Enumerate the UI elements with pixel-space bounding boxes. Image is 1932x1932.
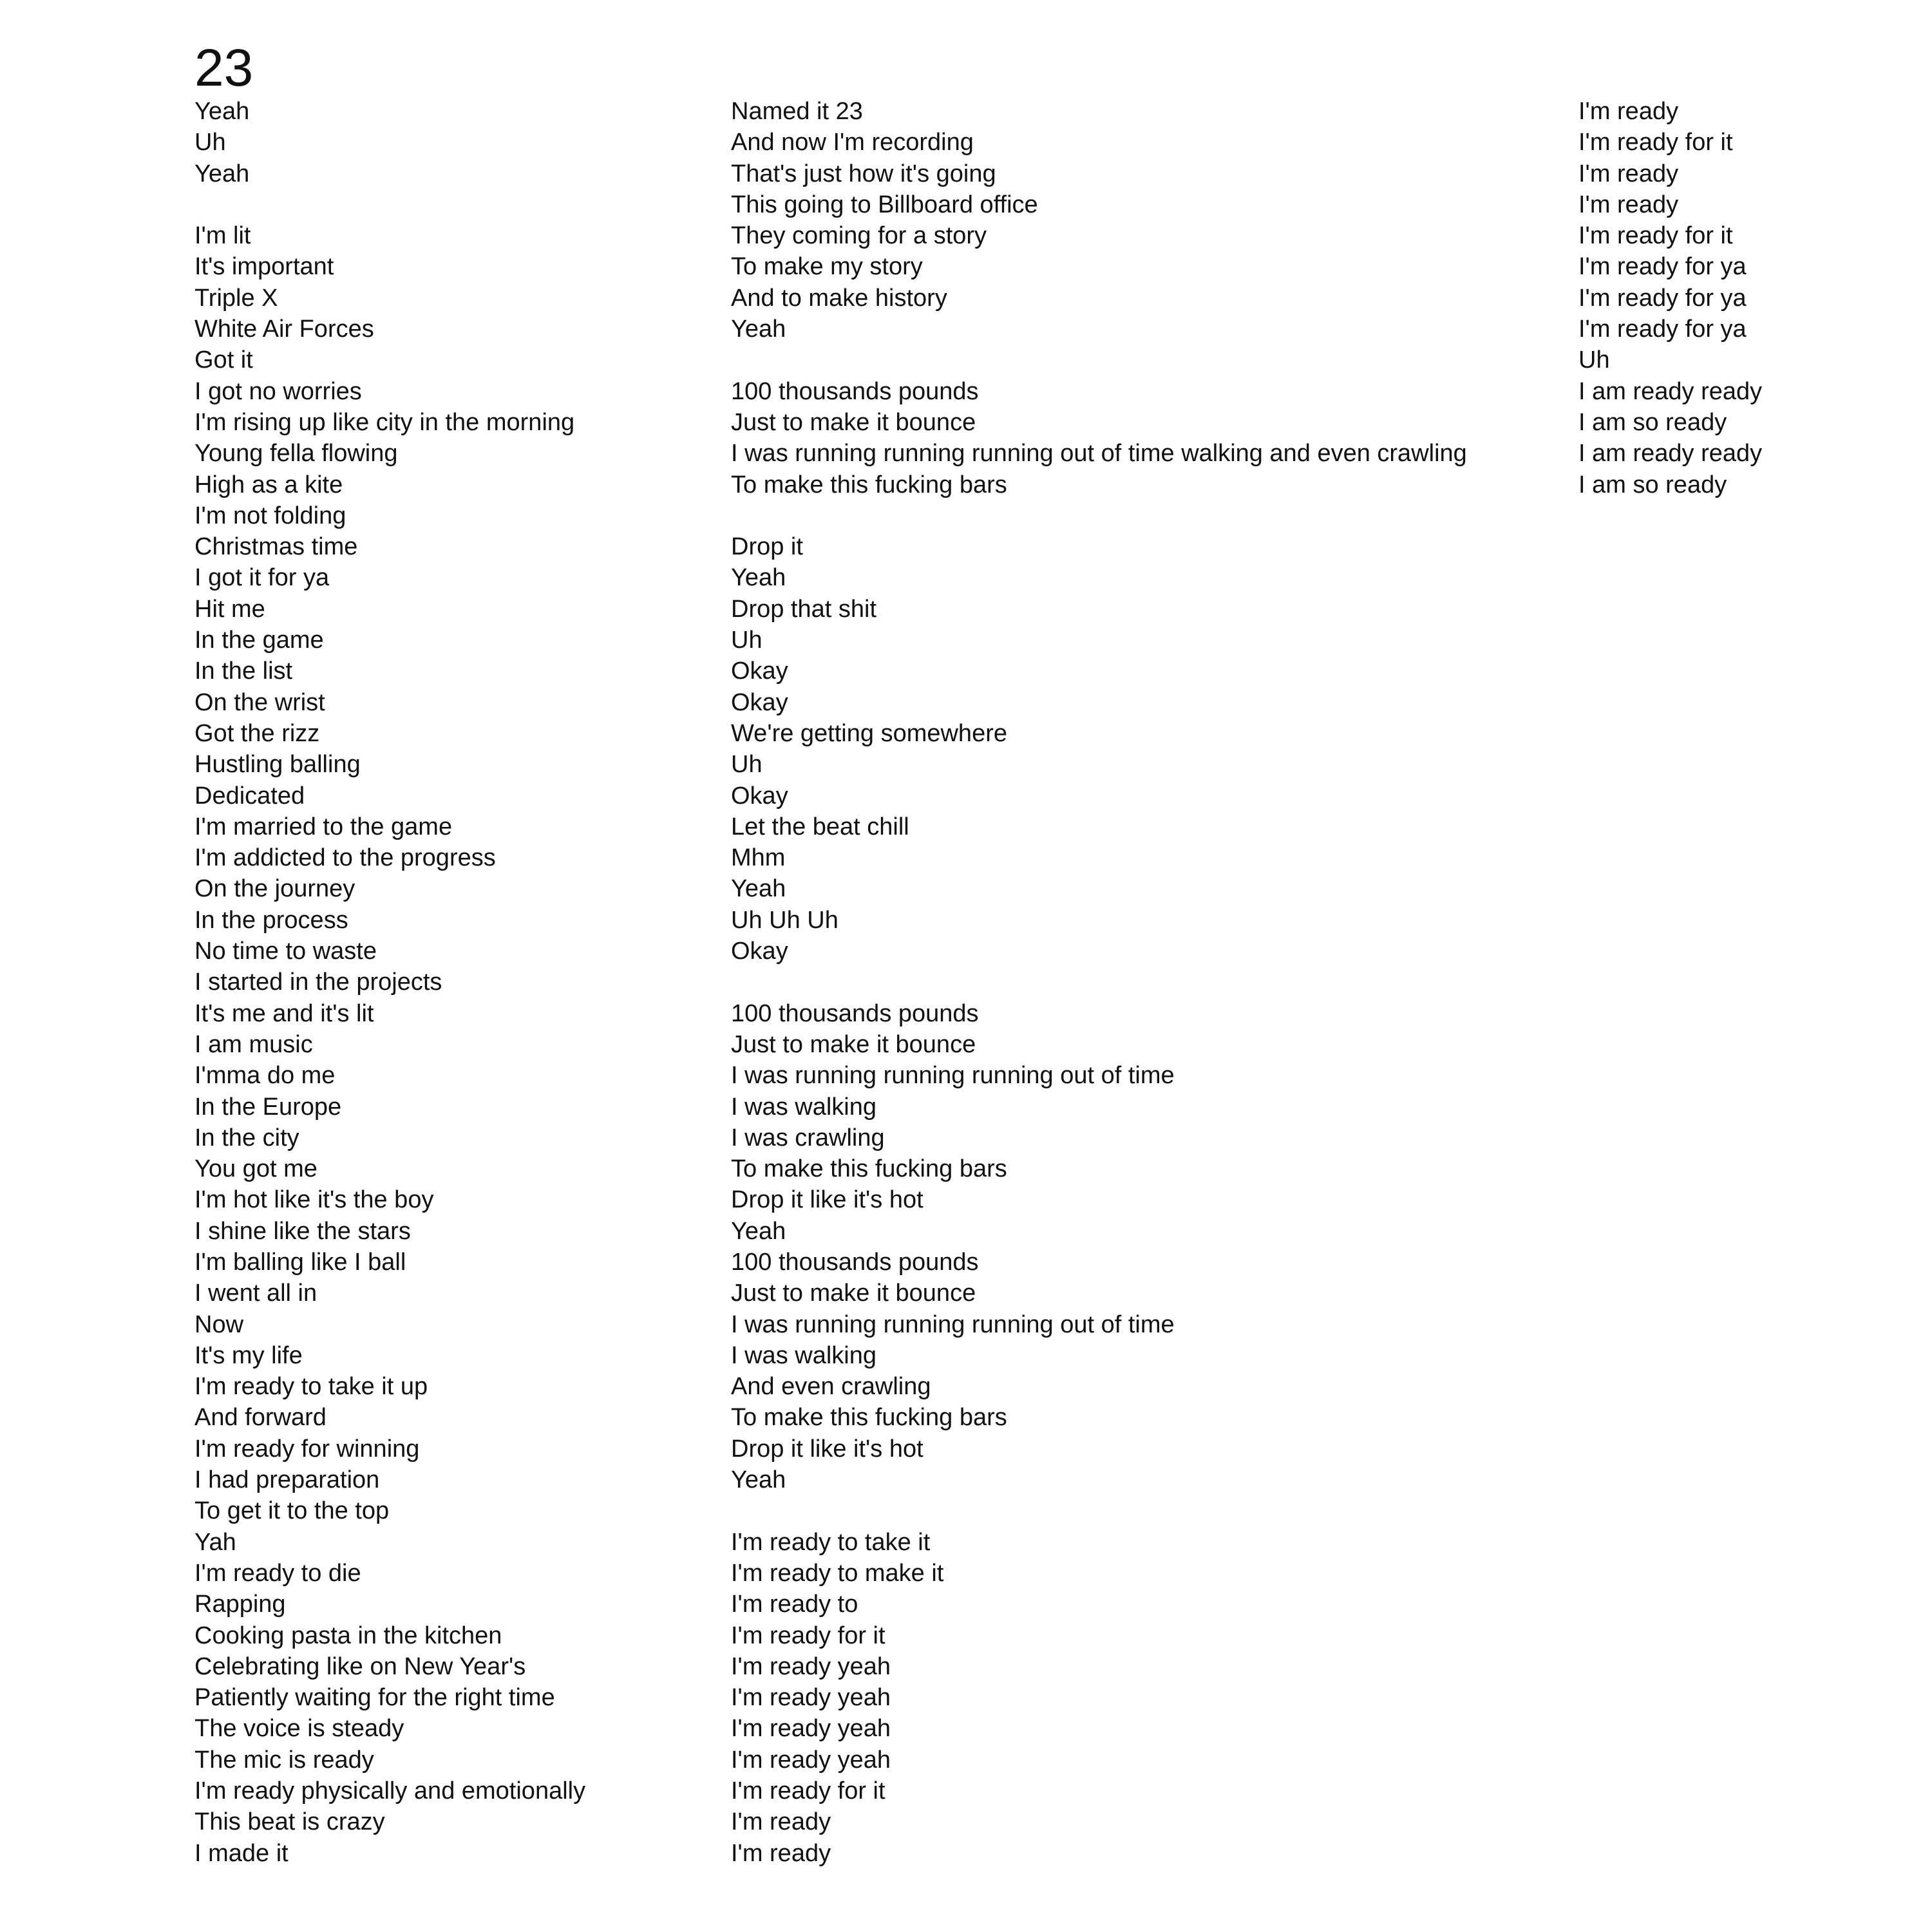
lyric-line: I am ready ready [1578,440,1763,468]
lyric-line: I'm ready for it [731,1777,886,1805]
lyric-line: 100 thousands pounds [731,377,979,405]
lyric-line: Just to make it bounce [731,1280,976,1307]
lyric-line [731,345,1467,375]
lyric-line: I was walking [731,1093,876,1121]
lyric-line: Mhm [731,844,786,872]
lyric-line: Uh [731,751,762,779]
lyric-line: 100 thousands pounds [731,1248,979,1276]
lyric-line: Just to make it bounce [731,408,976,436]
lyric-line: I had preparation [194,1466,380,1494]
lyric-line: Just to make it bounce [731,1030,976,1058]
lyric-line: Yeah [731,564,786,592]
lyric-line: They coming for a story [731,222,987,250]
lyric-line [731,500,1467,531]
lyric-line: I got it for ya [194,564,330,592]
lyric-line: Got it [194,346,253,374]
lyric-line: Yeah [731,875,786,903]
lyric-line: I'mma do me [194,1062,336,1090]
lyric-line: 100 thousands pounds [731,999,979,1027]
lyric-line: I'm hot like it's the boy [194,1186,434,1214]
lyric-line: I'm ready [1578,160,1679,187]
lyric-line: Okay [731,782,788,810]
lyric-line: I am so ready [1578,408,1727,436]
lyric-line: I'm ready [1578,98,1679,125]
lyric-line: And to make history [731,284,947,312]
lyric-line: Okay [731,938,788,965]
lyric-line: I was running running running out of time [731,1062,1175,1090]
lyric-line: Now [194,1311,244,1338]
lyric-line: It's my life [194,1341,303,1369]
lyric-line: Cooking pasta in the kitchen [194,1622,502,1649]
lyric-line: On the journey [194,875,355,903]
lyric-line: Yeah [194,98,250,125]
lyric-line: I'm addicted to the progress [194,844,496,872]
lyric-line: It's me and it's lit [194,999,374,1027]
lyric-line: This going to Billboard office [731,191,1038,218]
lyric-line: Okay [731,688,788,716]
lyric-line: I am music [194,1030,313,1058]
lyric-line: I'm ready physically and emotionally [194,1777,586,1805]
lyric-line: Yeah [731,316,786,343]
lyric-line: Named it 23 [731,98,863,125]
lyric-line: I'm ready yeah [731,1715,891,1743]
lyric-line: I'm ready for it [1578,222,1733,250]
lyrics-column-2 [731,96,1467,1869]
lyric-line: Rapping [194,1591,286,1618]
lyric-line: I am ready ready [1578,377,1763,405]
lyric-line: Uh [731,627,762,654]
lyrics-column-3 [1578,96,1762,500]
lyric-line: Uh [194,129,226,156]
lyric-line: Yeah [731,1217,786,1245]
lyric-line: No time to waste [194,938,377,965]
lyric-line: I'm ready for winning [194,1435,420,1463]
lyric-line: I'm ready [731,1808,831,1836]
lyric-line: I was running running running out of time [731,1311,1175,1338]
lyric-line: I got no worries [194,377,362,405]
lyric-line: To get it to the top [194,1497,390,1525]
lyric-line: I'm ready for ya [1578,284,1747,312]
lyric-line: You got me [194,1155,317,1183]
lyric-line: On the wrist [194,688,325,716]
lyric-line: And even crawling [731,1373,931,1401]
lyric-line: I'm lit [194,222,251,250]
lyric-line: Let the beat chill [731,813,909,840]
lyric-line: I'm ready [731,1839,831,1867]
lyric-line: I am so ready [1578,471,1727,498]
lyric-line: Drop it like it's hot [731,1435,923,1463]
lyric-line: I shine like the stars [194,1217,411,1245]
lyric-line: I started in the projects [194,969,442,996]
lyric-line: I'm ready yeah [731,1653,891,1680]
lyric-line [731,1495,1467,1526]
lyric-line: Got the rizz [194,719,320,747]
lyric-line: I'm married to the game [194,813,453,840]
lyric-line: I'm ready for it [731,1622,886,1649]
lyric-line: In the process [194,906,348,934]
lyric-line: In the game [194,627,324,654]
lyric-line: To make this fucking bars [731,471,1007,498]
lyric-line: Uh [1578,346,1610,374]
lyric-line: Yeah [194,160,250,187]
lyric-line: Uh Uh Uh [731,906,838,934]
lyric-line: Triple X [194,284,278,312]
lyric-line: Yah [194,1528,236,1556]
lyric-line: Okay [731,658,788,685]
lyrics-column-1 [194,96,585,1869]
lyric-line [194,189,585,220]
lyric-line: To make my story [731,253,923,281]
lyric-line: White Air Forces [194,316,374,343]
lyric-line: Hit me [194,595,265,623]
lyric-line: I'm ready to [731,1591,858,1618]
lyric-line: Young fella flowing [194,440,398,468]
lyric-line: Christmas time [194,533,358,561]
lyric-line: I'm ready yeah [731,1746,891,1774]
lyric-line: Celebrating like on New Year's [194,1653,526,1680]
lyric-line: I'm ready to make it [731,1559,944,1587]
lyric-line: I was running running running out of time walking and even crawling [731,440,1467,468]
lyric-line: I'm ready for it [1578,129,1733,156]
lyric-line: And now I'm recording [731,129,974,156]
lyric-line: In the Europe [194,1093,342,1121]
lyric-line: To make this fucking bars [731,1404,1007,1432]
lyric-line [731,967,1467,998]
lyric-line: I'm rising up like city in the morning [194,408,575,436]
lyric-line: And forward [194,1404,327,1432]
lyric-line: I'm ready for ya [1578,253,1747,281]
lyric-line: The voice is steady [194,1715,404,1743]
lyric-line: We're getting somewhere [731,719,1007,747]
lyric-line: That's just how it's going [731,160,996,187]
lyric-line: I'm ready to take it up [194,1373,428,1401]
lyric-line: Drop it [731,533,803,561]
lyric-line: Patiently waiting for the right time [194,1684,555,1712]
lyric-line: In the city [194,1124,299,1151]
lyric-line: I was walking [731,1341,876,1369]
lyric-line: In the list [194,658,293,685]
lyric-line: Drop that shit [731,595,876,623]
lyric-line: Dedicated [194,782,305,810]
lyric-line: I'm ready for ya [1578,316,1747,343]
lyric-line: I went all in [194,1280,317,1307]
lyric-line: I was crawling [731,1124,885,1151]
lyric-line: Drop it like it's hot [731,1186,923,1214]
lyric-line: The mic is ready [194,1746,374,1774]
lyric-line: Hustling balling [194,751,361,779]
lyric-line: Yeah [731,1466,786,1494]
lyric-line: I'm ready yeah [731,1684,891,1712]
page-title: 23 [194,39,254,97]
lyric-line: I'm ready [1578,191,1679,218]
lyric-line: High as a kite [194,471,343,498]
lyric-line: I'm ready to die [194,1559,361,1587]
lyric-line: I'm not folding [194,502,346,529]
lyric-line: To make this fucking bars [731,1155,1007,1183]
lyric-line: I'm ready to take it [731,1528,931,1556]
lyric-line: It's important [194,253,334,281]
lyric-line: I'm balling like I ball [194,1248,406,1276]
lyric-line: I made it [194,1839,289,1867]
lyric-line: This beat is crazy [194,1808,385,1836]
